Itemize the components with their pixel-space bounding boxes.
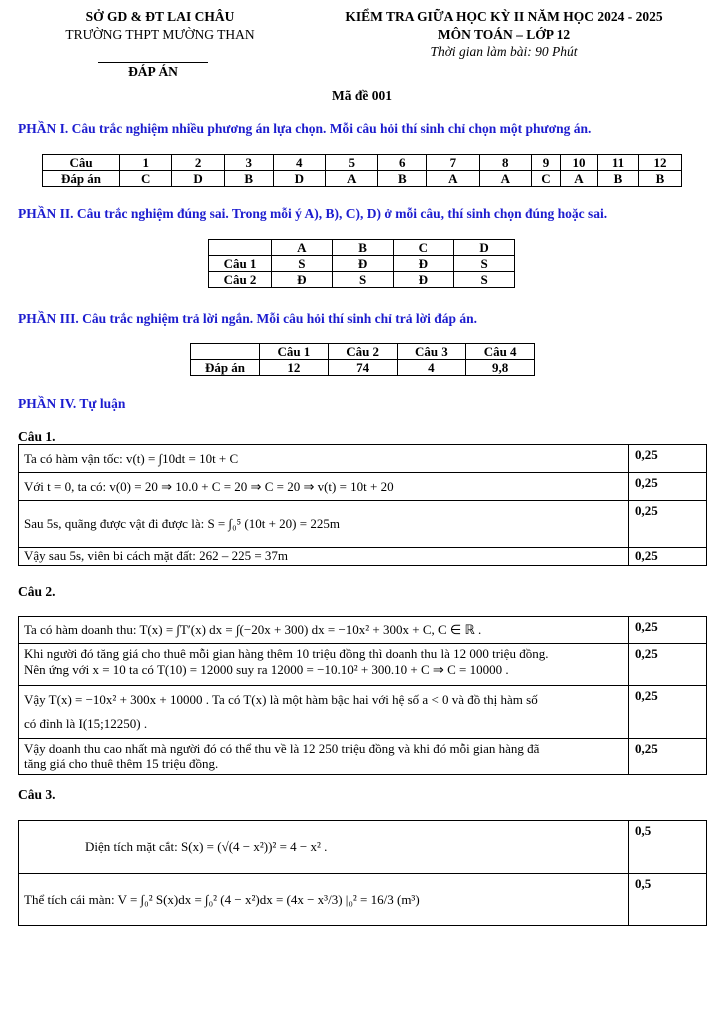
part1-answer: B — [598, 171, 639, 187]
question1-solution-table — [18, 444, 707, 566]
solution-step: Ta có hàm doanh thu: T(x) = ∫T′(x) dx = ∫(−20x + 300) dx = −10x² + 300x + C, C ∈ ℝ . — [19, 617, 629, 644]
school-name: TRƯỜNG THPT MƯỜNG THAN — [65, 27, 255, 42]
part1-answer: B — [639, 171, 682, 187]
solution-row — [19, 644, 707, 686]
part2-row — [209, 272, 515, 288]
part3-corner-cell — [191, 344, 260, 360]
part2-column-header: A — [272, 240, 333, 256]
part2-answer: Đ — [393, 256, 454, 272]
part1-answer: B — [378, 171, 427, 187]
part1-question-number: 5 — [325, 155, 377, 171]
part3-column-header: Câu 3 — [397, 344, 466, 360]
part1-question-number: 6 — [378, 155, 427, 171]
question3-solution-table — [18, 820, 707, 926]
part1-answer: A — [479, 171, 531, 187]
solution-row — [19, 874, 707, 926]
score-cell: 0,25 — [629, 473, 707, 501]
part1-answer-table — [42, 154, 682, 187]
part1-question-number: 4 — [273, 155, 325, 171]
part2-answer: S — [272, 256, 333, 272]
part1-answer: D — [172, 171, 224, 187]
part2-corner-cell — [209, 240, 272, 256]
solution-row — [19, 473, 707, 501]
part3-column-header: Câu 2 — [328, 344, 397, 360]
part2-row — [209, 256, 515, 272]
part1-question-number: 8 — [479, 155, 531, 171]
solution-row — [19, 617, 707, 644]
part1-title: PHẦN I. Câu trắc nghiệm nhiều phương án lựa chọn. Mỗi câu hỏi thí sinh chỉ chọn một phương án. — [18, 121, 592, 136]
part1-question-number: 10 — [561, 155, 598, 171]
solution-row — [19, 821, 707, 874]
part2-header-row — [209, 240, 515, 256]
solution-step — [19, 739, 629, 775]
answer-key-label: ĐÁP ÁN — [128, 64, 178, 79]
part2-answer: Đ — [393, 272, 454, 288]
solution-row — [19, 501, 707, 548]
header-divider — [98, 62, 208, 63]
part3-answer-row — [191, 360, 535, 376]
part1-question-number: 9 — [532, 155, 561, 171]
score-cell: 0,25 — [629, 644, 707, 686]
part1-answer-label: Đáp án — [43, 171, 120, 187]
score-cell: 0,25 — [629, 445, 707, 473]
department-name: SỞ GD & ĐT LAI CHÂU — [85, 9, 235, 24]
question1-label: Câu 1. — [18, 429, 56, 444]
solution-step: Ta có hàm vận tốc: v(t) = ∫10dt = 10t + C — [19, 445, 629, 473]
exam-title: KIỂM TRA GIỮA HỌC KỲ II NĂM HỌC 2024 - 2025 — [345, 9, 663, 24]
part1-question-number: 11 — [598, 155, 639, 171]
part2-row-label: Câu 2 — [209, 272, 272, 288]
part2-answer: S — [454, 256, 515, 272]
part3-header-row — [191, 344, 535, 360]
part2-answer-table — [208, 239, 515, 288]
part3-title: PHẦN III. Câu trắc nghiệm trả lời ngắn. Mỗi câu hỏi thí sinh chỉ trả lời đáp án. — [18, 311, 477, 326]
solution-line: Vậy doanh thu cao nhất mà người đó có thể thu về là 12 250 triệu đồng và khi đó mỗi gian hàng đã — [24, 741, 540, 756]
part1-answer: A — [561, 171, 598, 187]
part2-answer: S — [454, 272, 515, 288]
solution-line: Nên ứng với x = 10 ta có T(10) = 12000 suy ra 12000 = −10.10² + 300.10 + C ⇒ C = 10000 . — [24, 662, 509, 677]
solution-row — [19, 739, 707, 775]
part3-column-header: Câu 1 — [260, 344, 329, 360]
part3-answer-table — [190, 343, 535, 376]
part1-question-row — [43, 155, 682, 171]
solution-row — [19, 686, 707, 739]
question3-label: Câu 3. — [18, 787, 56, 802]
part2-column-header: B — [332, 240, 393, 256]
question2-solution-table — [18, 616, 707, 775]
part1-answer: B — [224, 171, 273, 187]
part2-answer: Đ — [272, 272, 333, 288]
part1-question-number: 3 — [224, 155, 273, 171]
question2-label: Câu 2. — [18, 584, 56, 599]
part1-question-number: 7 — [427, 155, 479, 171]
part2-column-header: C — [393, 240, 454, 256]
solution-row — [19, 445, 707, 473]
part2-column-header: D — [454, 240, 515, 256]
part2-answer: Đ — [332, 256, 393, 272]
solution-step: Sau 5s, quãng được vật đi được là: S = ∫₀⁵ (10t + 20) = 225m — [19, 501, 629, 548]
part1-answer: C — [532, 171, 561, 187]
score-cell: 0,25 — [629, 686, 707, 739]
part1-question-number: 1 — [120, 155, 172, 171]
part1-answer: A — [325, 171, 377, 187]
time-limit: Thời gian làm bài: 90 Phút — [430, 44, 578, 59]
part1-question-label: Câu — [43, 155, 120, 171]
part3-answer: 74 — [328, 360, 397, 376]
solution-step — [19, 686, 629, 739]
solution-step: Thể tích cái màn: V = ∫₀² S(x)dx = ∫₀² (4 − x²)dx = (4x − x³/3) |₀² = 16/3 (m³) — [19, 874, 629, 926]
solution-step: Với t = 0, ta có: v(0) = 20 ⇒ 10.0 + C = 20 ⇒ C = 20 ⇒ v(t) = 10t + 20 — [19, 473, 629, 501]
score-cell: 0,25 — [629, 739, 707, 775]
part1-question-number: 12 — [639, 155, 682, 171]
part1-answer: A — [427, 171, 479, 187]
score-cell: 0,5 — [629, 874, 707, 926]
part1-question-number: 2 — [172, 155, 224, 171]
solution-line: có đỉnh là I(15;12250) . — [24, 716, 148, 731]
part3-row-label: Đáp án — [191, 360, 260, 376]
solution-step: Diện tích mặt cắt: S(x) = (√(4 − x²))² = 4 − x² . — [19, 821, 629, 874]
solution-step — [19, 644, 629, 686]
part3-answer: 12 — [260, 360, 329, 376]
solution-row — [19, 548, 707, 566]
part1-answer-row — [43, 171, 682, 187]
solution-line: Khi người đó tăng giá cho thuê mỗi gian hàng thêm 10 triệu đồng thì doanh thu là 12 000 triệu đồng. — [24, 646, 549, 661]
part2-answer: S — [332, 272, 393, 288]
subject-title: MÔN TOÁN – LỚP 12 — [437, 27, 571, 42]
solution-line: tăng giá cho thuê thêm 15 triệu đồng. — [24, 756, 219, 771]
score-cell: 0,25 — [629, 501, 707, 548]
part2-title: PHẦN II. Câu trắc nghiệm đúng sai. Trong mỗi ý A), B), C), D) ở mỗi câu, thí sinh chọn đúng hoặc sai. — [18, 206, 608, 221]
part4-title: PHẦN IV. Tự luận — [18, 396, 126, 411]
part3-answer: 9,8 — [466, 360, 535, 376]
score-cell: 0,25 — [629, 617, 707, 644]
part1-answer: D — [273, 171, 325, 187]
part1-answer: C — [120, 171, 172, 187]
score-cell: 0,5 — [629, 821, 707, 874]
solution-line: Vậy T(x) = −10x² + 300x + 10000 . Ta có T(x) là một hàm bậc hai với hệ số a < 0 và đồ thị hàm số — [24, 692, 538, 707]
part3-column-header: Câu 4 — [466, 344, 535, 360]
part2-row-label: Câu 1 — [209, 256, 272, 272]
score-cell: 0,25 — [629, 548, 707, 566]
exam-code: Mã đề 001 — [332, 88, 392, 103]
solution-step: Vậy sau 5s, viên bi cách mặt đất: 262 – 225 = 37m — [19, 548, 629, 566]
part3-answer: 4 — [397, 360, 466, 376]
